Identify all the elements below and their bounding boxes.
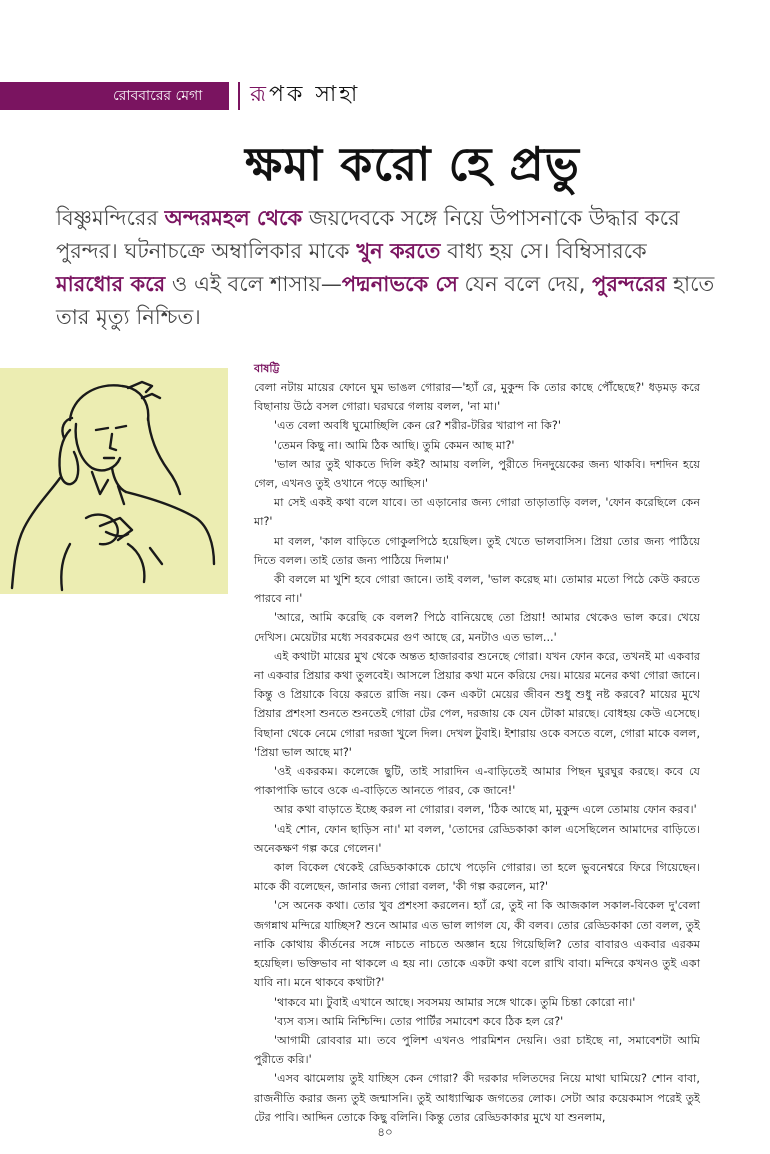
body-paragraph: 'আরে, আমি করেছি কে বলল? পিঠে বানিয়েছে তো প্রিয়া! আমার থেকেও ভাল করে। খেয়ে দেখিস। মেয়েটার মধ্যে সবরকমের গুণ আছে রে, মনটাও এত ভাল...' [254,611,700,644]
body-paragraph: বেলা নটায় মায়ের ফোনে ঘুম ভাঙল গোরার—'হ্যাঁ রে, মুকুন্দ কি তোর কাছে পৌঁছেছে?' ধড়মড় করে বিছানায় উঠে বসল গোরা। ঘরঘরে গলায় বলল, 'না মা।' [254,381,700,414]
body-paragraph: মা বলল, 'কাল বাড়িতে গোকুলপিঠে হয়েছিল। তুই খেতে ভালবাসিস। প্রিয়া তোর জন্য পাঠিয়ে দিতে বলল। তাই তোর জন্য পাঠিয়ে দিলাম।' [254,534,700,567]
author-rest: পক সাহা [269,82,361,107]
article-deck [56,202,720,334]
body-paragraph: এই কথাটা মায়ের মুখ থেকে অন্তত হাজারবার শুনেছে গোরা। যখন ফোন করে, তখনই মা একবার না একবার প্রিয়ার কথা তুলবেই। আসলে প্রিয়ার কথা মনে করিয়ে দেয়। মায়ের মনের কথা গোরা জানে। কিন্তু ও প্রিয়াকে বিয়ে করতে রাজি নয়। কেন একটা মেয়ের জীবন শুধু শুধু নষ্ট করবে? মায়ের মুখে প্রিয়ার প্রশংসা শুনতে শুনতেই গোরা টের পেল, দরজায় কে যেন টোকা মারছে। বোধহয় কেউ এসেছে। বিছানা থেকে নেমে গোরা দরজা খুলে দিল। দেখল টুবাই। ইশারায় ওকে বসতে বলে, গোরা মাকে বলল, 'প্রিয়া ভাল আছে মা?' [254,649,700,759]
deck-text: যেন বলে দেয়, [457,272,593,296]
deck-text: ও এই বলে শাসায়— [165,272,342,296]
deck-text: জয়দেবকে সঙ্গে নিয়ে উপাসনাকে উদ্ধার করে পুরন্দর। ঘটনাচক্রে অম্বালিকার মাকে [56,206,680,263]
deck-text: বিষ্ণুমন্দিরের [56,206,165,230]
body-paragraph: 'থাকবে মা। টুবাই এখানে আছে। সবসময় আমার সঙ্গে থাকে। তুমি চিন্তা কোরো না।' [274,995,636,1009]
deck-highlight: পুরন্দরের [592,272,667,296]
man-on-phone-illustration [0,368,228,594]
body-paragraph: 'আগামী রোববার মা। তবে পুলিশ এখনও পারমিশন দেয়নি। ওরা চাইছে না, সমাবেশটা আমি পুরীতে করি।' [254,1033,700,1067]
body-paragraph: 'সে অনেক কথা। তোর খুব প্রশংসা করলেন। হ্যাঁ রে, তুই না কি আজকাল সকাল-বিকেল দু'বেলা জগন্নাথ মন্দিরে যাচ্ছিস? শুনে আমার এত ভাল লাগল যে, কী বলব। তোর রেড্ডিকাকা তো বলল, তুই নাকি কোথায় কীর্তনের সঙ্গে নাচতে নাচতে অজ্ঞান হয়ে গিয়েছিলি? তোর বাবারও একবার এরকম হয়েছিল। ভক্তিভাব না থাকলে এ হয় না। তোকে একটা কথা বলে রাখি বাবা। মন্দিরে কখনও তুই একা যাবি না। মনে থাকবে কথাটা?' [254,899,700,990]
deck-text: হাতে তার মৃত্যু নিশ্চিত। [56,272,715,329]
body-paragraph: 'ওই একরকম। কলেজে ছুটি, তাই সারাদিন এ-বাড়িতেই আমার পিছন ঘুরঘুর করছে। কবে যে পাকাপাকি ভাবে ওকে এ-বাড়িতে আনতে পারব, কে জানে!' [254,765,700,798]
kicker-divider [238,82,240,110]
author-initial: রূ [250,82,270,107]
deck-highlight: মারধোর করে [56,272,166,296]
body-paragraph: 'ভাল আর তুই থাকতে দিলি কই? আমায় বললি, পুরীতে দিনদুয়েকের জন্য থাকবি। দশদিন হয়ে গেল, এখনও তুই ওখানে পড়ে আছিস।' [254,457,700,491]
chapter-number: বাষট্টি [254,362,280,375]
deck-text: বাধ্য হয় সে। বিম্বিসারকে [440,239,647,263]
deck-highlight: খুন করতে [356,239,441,263]
paragraph-list [254,378,700,1127]
body-paragraph: কী বললে মা খুশি হবে গোরা জানে। তাই বলল, 'ভাল করেছ মা। তোমার মতো পিঠে কেউ করতে পারবে না।' [254,573,700,606]
body-paragraph: 'এত বেলা অবধি ঘুমোচ্ছিলি কেন রে? শরীর-টরির খারাপ না কি?' [274,419,561,433]
article-body [254,361,700,1127]
body-paragraph: মা সেই একই কথা বলে যাবে। তা এড়ানোর জন্য গোরা তাড়াতাড়ি বলল, 'ফোন করেছিলে কেন মা?' [254,496,700,529]
deck-highlight: পদ্মনাভকে সে [341,272,458,296]
deck-highlight: অন্দরমহল থেকে [164,206,303,230]
body-paragraph: 'ব্যস ব্যস। আমি নিশ্চিন্দি। তোর পার্টির সমাবেশ কবে ঠিক হল রে?' [274,1014,564,1028]
body-paragraph: 'তেমন কিছু না। আমি ঠিক আছি। তুমি কেমন আছ মা?' [274,438,515,452]
body-paragraph: আর কথা বাড়াতে ইচ্ছে করল না গোরার। বলল, 'ঠিক আছে মা, মুকুন্দ এলে তোমায় ফোন করব।' [274,803,697,817]
kicker-label: রোববারের মেগা [113,88,203,104]
author-name [250,80,360,110]
body-paragraph: কাল বিকেল থেকেই রেড্ডিকাকাকে চোখে পড়েনি গোরার। তা হলে ভুবনেশ্বরে ফিরে গিয়েছেন। মাকে কী বলেছেন, জানার জন্য গোরা বলল, 'কী গল্প করলেন, মা?' [254,861,700,894]
body-paragraph: 'এসব ঝামেলায় তুই যাচ্ছিস কেন গোরা? কী দরকার দলিতদের নিয়ে মাথা ঘামিয়ে? শোন বাবা, রাজনীতি করার জন্য তুই জন্মাসনি। তুই আধ্যাত্মিক জগতের লোক। সেটা আর কয়েকমাস পরেই তুই টের পাবি। আদ্দিন তোকে কিছু বলিনি। কিন্তু তোর রেড্ডিকাকার মুখে যা শুনলাম, [254,1072,700,1124]
illustration-drawing [0,368,228,594]
article-title: ক্ষমা করো হে প্রভু [245,137,580,191]
body-paragraph: 'এই শোন, ফোন ছাড়িস না।' মা বলল, 'তোদের রেড্ডিকাকা কাল এসেছিলেন আমাদের বাড়িতে। অনেকক্ষণ গল্প করে গেলেন।' [254,822,700,855]
page-number: ৪০ [377,1125,393,1139]
